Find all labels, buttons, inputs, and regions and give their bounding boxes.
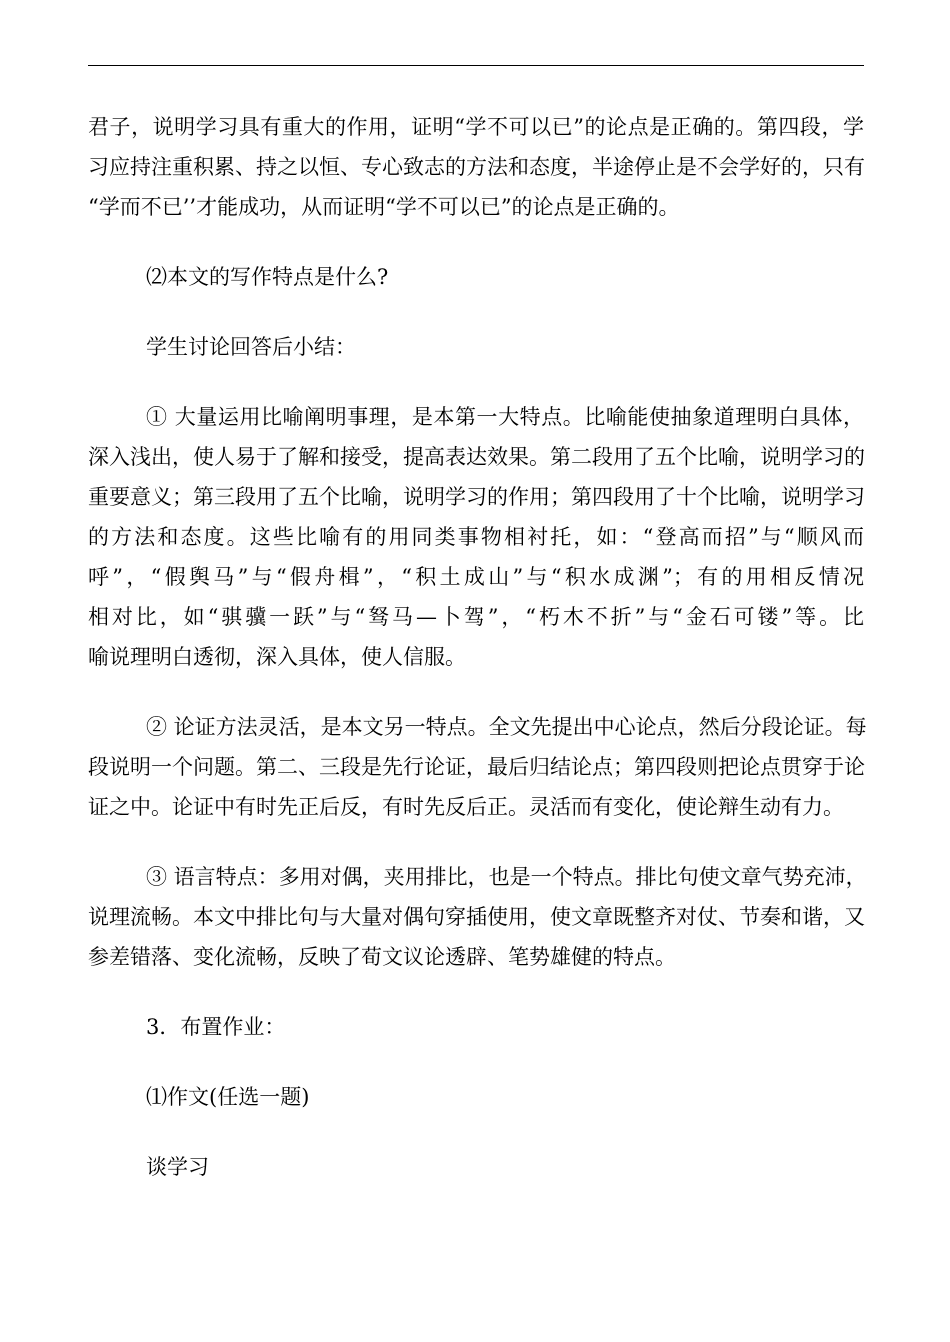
text-line: ③ 语言特点：多用对偶，夹用排比，也是一个特点。排比句使文章气势充沛，	[146, 865, 867, 889]
text-line: ⑵本文的写作特点是什么?	[146, 265, 389, 289]
text-line: 重要意义；第三段用了五个比喻，说明学习的作用；第四段用了十个比喻，说明学习	[88, 485, 865, 509]
point-1-paragraph	[88, 405, 864, 669]
text-line: 相对比，如“骐骥一跃”与“驽马—卜驾”，“朽木不折”与“金石可镂”等。比	[88, 605, 864, 629]
text-line: “学而不已’’才能成功，从而证明“学不可以已”的论点是正确的。	[88, 195, 680, 219]
paragraph-continuation	[88, 115, 864, 219]
text-line: ① 大量运用比喻阐明事理，是本第一大特点。比喻能使抽象道理明白具体，	[146, 405, 864, 429]
homework-heading	[88, 1015, 864, 1039]
text-line: ② 论证方法灵活，是本文另一特点。全文先提出中心论点，然后分段论证。每	[146, 715, 867, 739]
text-line: 学生讨论回答后小结：	[146, 335, 356, 359]
text-line: 3．布置作业：	[146, 1015, 286, 1039]
text-line: 谈学习	[146, 1155, 209, 1179]
document-body	[88, 115, 867, 1195]
text-line: ⑴作文(任选一题)	[146, 1085, 310, 1109]
text-line: 证之中。论证中有时先正后反，有时先反后正。灵活而有变化，使论辩生动有力。	[88, 795, 844, 819]
question-2	[88, 265, 864, 289]
point-3-paragraph	[88, 865, 867, 969]
text-line: 段说明一个问题。第二、三段是先行论证，最后归结论点；第四段则把论点贯穿于论	[88, 755, 865, 779]
text-line: 君子，说明学习具有重大的作用，证明“学不可以已”的论点是正确的。第四段，学	[88, 115, 864, 139]
header-rule	[88, 65, 864, 66]
text-line: 的方法和态度。这些比喻有的用同类事物相衬托，如：“登高而招”与“顺风而	[88, 525, 864, 549]
text-line: 喻说理明白透彻，深入具体，使人信服。	[88, 645, 466, 669]
text-line: 呼”，“假舆马”与“假舟楫”，“积土成山”与“积水成渊”；有的用相反情况	[88, 565, 864, 589]
text-line: 深入浅出，使人易于了解和接受，提高表达效果。第二段用了五个比喻，说明学习的	[88, 445, 865, 469]
text-line: 说理流畅。本文中排比句与大量对偶句穿插使用，使文章既整齐对仗、节奏和谐，又	[88, 905, 865, 929]
point-2-paragraph	[88, 715, 867, 819]
text-line: 参差错落、变化流畅，反映了荀文议论透辟、笔势雄健的特点。	[88, 945, 676, 969]
text-line: 习应持注重积累、持之以恒、专心致志的方法和态度，半途停止是不会学好的，只有	[88, 155, 865, 179]
homework-item-1	[88, 1085, 864, 1109]
summary-intro	[88, 335, 864, 359]
essay-topic-1	[88, 1155, 864, 1179]
